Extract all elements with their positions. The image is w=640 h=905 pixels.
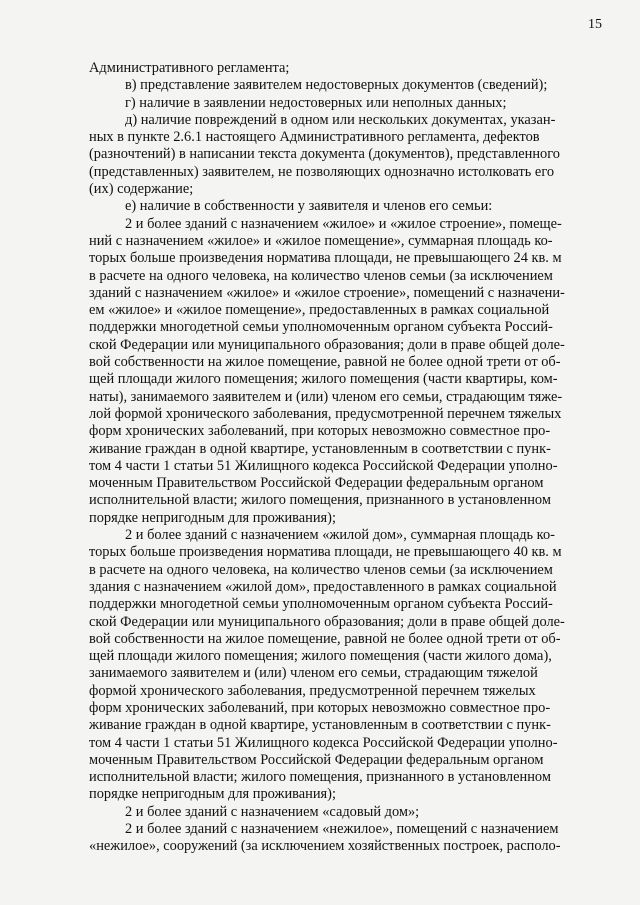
text-line: торых больше произведения норматива площади, не превышающего 24 кв. м xyxy=(89,250,562,267)
text-line: «нежилое», сооружений (за исключением хозяйственных построек, располо- xyxy=(89,838,561,855)
text-line: форм хронических заболеваний, при которых невозможно совместное про- xyxy=(89,699,551,716)
text-line: 2 и более зданий с назначением «жилой дом», суммарная площадь ко- xyxy=(125,527,555,544)
text-line: занимаемого заявителем и (или) членом его семьи, страдающим тяжелой xyxy=(89,665,538,682)
text-line: том 4 части 1 статьи 51 Жилищного кодекса Российской Федерации уполно- xyxy=(89,734,558,751)
text-line: д) наличие повреждений в одном или нескольких документах, указан- xyxy=(125,111,556,128)
text-line: Административного регламента; xyxy=(89,60,290,76)
text-line: порядке непригодным для проживания); xyxy=(89,786,336,803)
text-line: ской Федерации или муниципального образования; доли в праве общей доле- xyxy=(89,336,565,353)
text-line: (представленных) заявителем, не позволяющих однозначно истолковать его xyxy=(89,163,555,180)
text-line: 2 и более зданий с назначением «садовый дом»; xyxy=(125,803,420,820)
text-line: поддержки многодетной семьи уполномоченным органом субъекта Россий- xyxy=(89,596,553,613)
text-line: ем «жилое» и «жилое помещение», предоставленных в рамках социальной xyxy=(89,302,550,319)
text-line: торых больше произведения норматива площади, не превышающего 40 кв. м xyxy=(89,544,562,561)
text-line: формой хронического заболевания, предусмотренной перечнем тяжелых xyxy=(89,682,536,699)
text-line: в расчете на одного человека, на количество членов семьи (за исключением xyxy=(89,267,553,284)
text-line: г) наличие в заявлении недостоверных или неполных данных; xyxy=(125,94,507,111)
page-number: 15 xyxy=(588,17,602,32)
text-line: том 4 части 1 статьи 51 Жилищного кодекса Российской Федерации уполно- xyxy=(89,457,558,474)
text-line: поддержки многодетной семьи уполномоченным органом субъекта Россий- xyxy=(89,319,553,336)
text-line: в) представление заявителем недостоверных документов (сведений); xyxy=(125,77,548,94)
text-line: 2 и более зданий с назначением «жилое» и «жилое строение», помеще- xyxy=(125,215,562,232)
text-line: ний с назначением «жилое» и «жилое помещение», суммарная площадь ко- xyxy=(89,232,553,249)
text-line: порядке непригодным для проживания); xyxy=(89,509,336,526)
text-line: 2 и более зданий с назначением «нежилое», помещений с назначением xyxy=(125,821,559,838)
text-line: форм хронических заболеваний, при которых невозможно совместное про- xyxy=(89,423,551,440)
text-line: здания с назначением «жилой дом», предоставленного в рамках социальной xyxy=(89,578,557,595)
text-line: (разночтений) в написании текста документа (документов), представленного xyxy=(89,146,560,163)
text-line: щей площади жилого помещения; жилого помещения (части квартиры, ком- xyxy=(89,371,558,388)
text-line: е) наличие в собственности у заявителя и членов его семьи: xyxy=(125,198,493,215)
text-line: наты), занимаемого заявителем и (или) членом его семьи, страдающим тяже- xyxy=(89,388,563,405)
text-line: вой собственности на жилое помещение, равной не более одной трети от об- xyxy=(89,630,561,647)
text-line: живание граждан в одной квартире, установленным в соответствии с пунк- xyxy=(89,440,551,457)
text-line: живание граждан в одной квартире, установленным в соответствии с пунк- xyxy=(89,717,551,734)
text-line: моченным Правительством Российской Федерации федеральным органом xyxy=(89,475,544,492)
body-text xyxy=(89,60,597,856)
text-line: ных в пункте 2.6.1 настоящего Административного регламента, дефектов xyxy=(89,129,540,146)
text-line: лой формой хронического заболевания, предусмотренной перечнем тяжелых xyxy=(89,405,562,422)
text-line: исполнительной власти; жилого помещения, признанного в установленном xyxy=(89,769,551,786)
text-line: (их) содержание; xyxy=(89,181,194,198)
text-line: ской Федерации или муниципального образования; доли в праве общей доле- xyxy=(89,613,565,630)
text-line: зданий с назначением «жилое» и «жилое строение», помещений с назначени- xyxy=(89,284,565,301)
text-line: в расчете на одного человека, на количество членов семьи (за исключением xyxy=(89,561,553,578)
text-line: исполнительной власти; жилого помещения, признанного в установленном xyxy=(89,492,551,509)
text-line: щей площади жилого помещения; жилого помещения (части жилого дома), xyxy=(89,648,552,665)
text-line: вой собственности на жилое помещение, равной не более одной трети от об- xyxy=(89,354,561,371)
text-line: моченным Правительством Российской Федерации федеральным органом xyxy=(89,751,544,768)
